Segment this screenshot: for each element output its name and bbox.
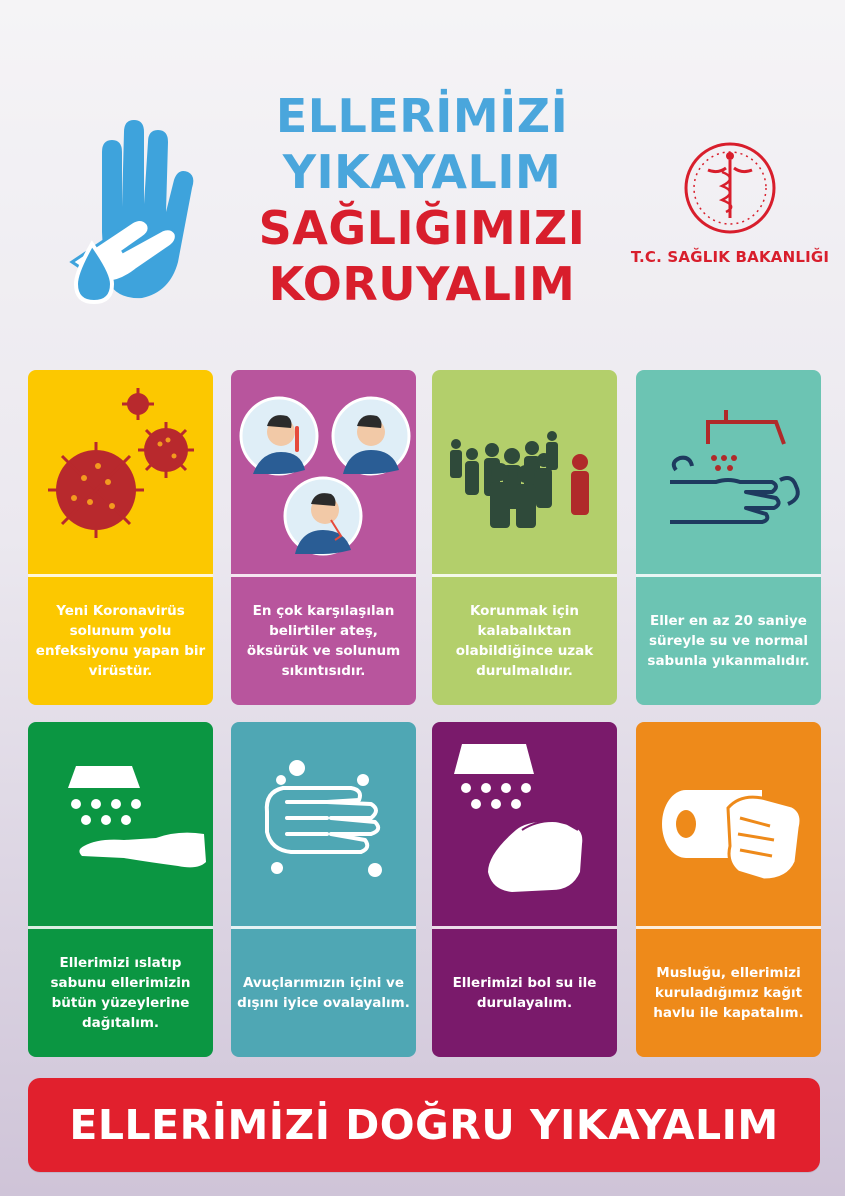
card-faucet — [636, 370, 821, 705]
crowd-icon — [432, 370, 617, 575]
rinse-hands-icon — [432, 722, 617, 927]
ministry-name: T.C. SAĞLIK BAKANLIĞI — [630, 248, 830, 266]
card-caption: En çok karşılaşılan belirtiler ateş, öksürük ve solunum sıkıntısıdır. — [246, 603, 401, 679]
card-rub-hands — [231, 722, 416, 1057]
card-caption: Musluğu, ellerimizi kuruladığımız kağıt havlu ile kapatalım. — [653, 965, 804, 1021]
ministry-logo — [620, 140, 840, 266]
title-line-2: YIKAYALIM — [282, 145, 562, 199]
title-line-3: SAĞLIĞIMIZI — [258, 201, 586, 255]
faucet-hand-icon — [636, 370, 821, 575]
footer-banner — [28, 1078, 820, 1172]
title-line-1: ELLERİMİZİ — [275, 89, 569, 143]
title-line-4: KORUYALIM — [268, 257, 576, 311]
card-caption: Eller en az 20 saniye süreyle su ve normal sabunla yıkanmalıdır. — [647, 613, 810, 669]
card-caption: Yeni Koronavirüs solunum yolu enfeksiyonu yapan bir virüstür. — [35, 603, 206, 679]
card-caption: Ellerimizi bol su ile durulayalım. — [452, 975, 597, 1011]
poster-title — [252, 88, 592, 312]
ministry-seal-icon — [682, 140, 778, 236]
symptoms-icon — [231, 370, 416, 575]
wet-hands-icon — [28, 722, 213, 927]
card-caption: Korunmak için kalabalıktan olabildiğince uzak durulmalıdır. — [455, 603, 594, 679]
rub-hands-icon — [231, 722, 416, 927]
virus-icon — [28, 370, 213, 575]
card-rinse-hands — [432, 722, 617, 1057]
footer-text: ELLERİMİZİ DOĞRU YIKAYALIM — [69, 1101, 779, 1149]
card-paper-towel — [636, 722, 821, 1057]
poster-header — [0, 0, 845, 340]
card-virus — [28, 370, 213, 705]
card-wet-hands — [28, 722, 213, 1057]
card-crowd — [432, 370, 617, 705]
card-caption: Ellerimizi ıslatıp sabunu ellerimizin bütün yüzeylerine dağıtalım. — [50, 955, 191, 1031]
paper-towel-icon — [636, 722, 821, 927]
hand-wash-icon — [62, 112, 202, 312]
card-symptoms — [231, 370, 416, 705]
card-caption: Avuçlarımızın içini ve dışını iyice ovalayalım. — [237, 975, 410, 1011]
